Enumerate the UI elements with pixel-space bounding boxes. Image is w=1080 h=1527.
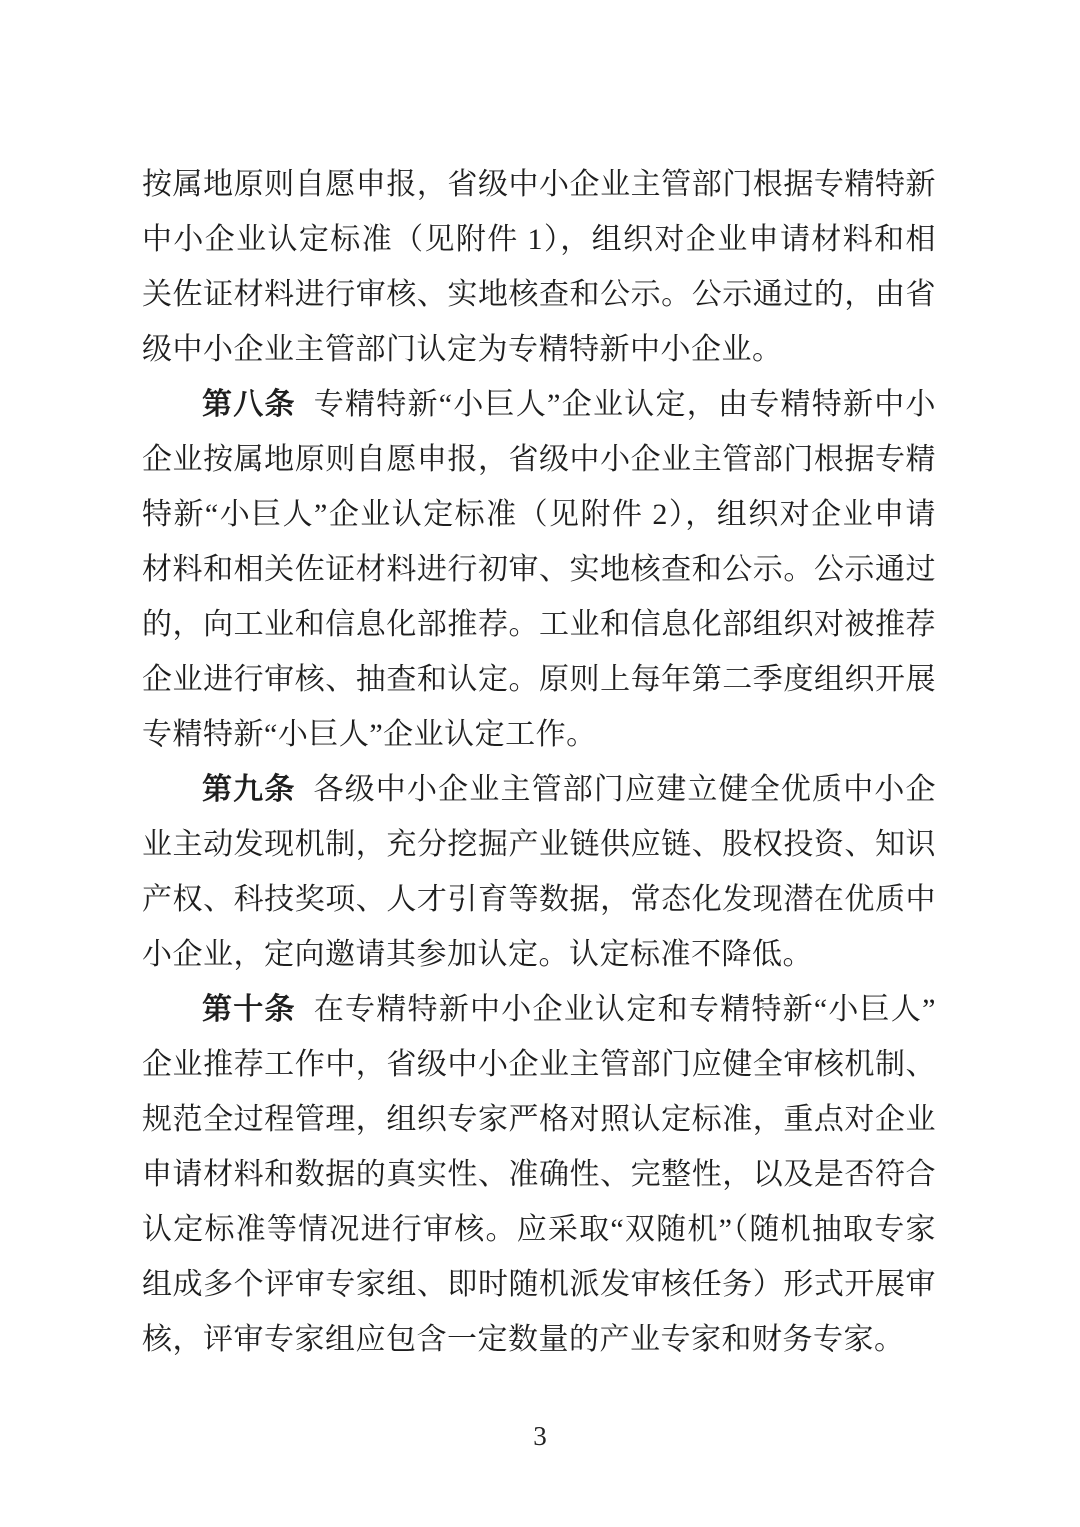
paragraph-continuation <box>142 157 936 377</box>
article-8-text: 专精特新“小巨人”企业认定，由专精特新中小企业按属地原则自愿申报，省级中小企业主管部门根据专精特新“小巨人”企业认定标准（见附件 2），组织对企业申请材料和相关佐证材料进行初审、实地核查和公示。公示通过的，向工业和信息化部推荐。工业和信息化部组织对被推荐企业进行审核、抽查和认定。原则上每年第二季度组织开展专精特新“小巨人”企业认定工作。 <box>142 388 936 751</box>
article-10-heading: 第十条 <box>202 993 296 1026</box>
paragraph-article-9 <box>142 762 936 982</box>
article-9-text: 各级中小企业主管部门应建立健全优质中小企业主动发现机制，充分挖掘产业链供应链、股权投资、知识产权、科技奖项、人才引育等数据，常态化发现潜在优质中小企业，定向邀请其参加认定。认定标准不降低。 <box>142 773 937 971</box>
article-9-heading: 第九条 <box>202 773 296 806</box>
article-10-text: 在专精特新中小企业认定和专精特新“小巨人”企业推荐工作中，省级中小企业主管部门应健全审核机制、规范全过程管理，组织专家严格对照认定标准，重点对企业申请材料和数据的真实性、准确性、完整性，以及是否符合认定标准等情况进行审核。应采取“双随机”（随机抽取专家组成多个评审专家组、即时随机派发审核任务）形式开展审核，评审专家组应包含一定数量的产业专家和财务专家。 <box>142 993 936 1356</box>
paragraph-article-10 <box>142 982 936 1367</box>
paragraph-text: 按属地原则自愿申报，省级中小企业主管部门根据专精特新中小企业认定标准（见附件 1），组织对企业申请材料和相关佐证材料进行审核、实地核查和公示。公示通过的，由省级中小企业主管部门认定为专精特新中小企业。 <box>142 168 936 366</box>
document-body <box>142 157 936 1367</box>
page-number: 3 <box>533 1421 547 1451</box>
page-footer <box>0 1416 1080 1456</box>
paragraph-article-8 <box>142 377 936 762</box>
article-8-heading: 第八条 <box>202 388 296 421</box>
